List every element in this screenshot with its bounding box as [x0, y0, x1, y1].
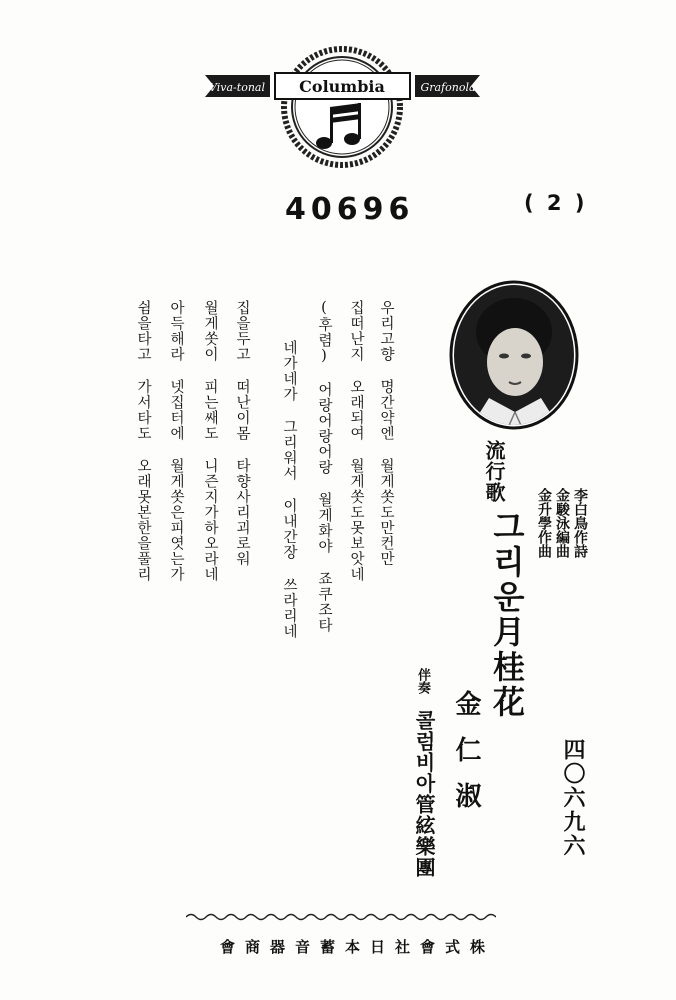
credit-lyricist: 李白鳥作詩: [572, 488, 588, 558]
logo-right-text: Grafonola: [420, 81, 476, 94]
company-name: [220, 936, 495, 957]
logo-left-text: Viva-tonal: [209, 81, 265, 94]
singer-portrait: [449, 280, 579, 430]
lyric-line: 아득해라 넷집터에 월게쏫은피엿는가: [168, 300, 184, 582]
lyric-line: 우리고향 명간약엔 월게쏫도만컨만: [378, 300, 394, 567]
genre-label: 流行歌: [482, 440, 506, 503]
accompaniment-orchestra: 콜럼비아管絃樂團: [412, 710, 436, 878]
catalog-number-vertical: 四〇六九六: [560, 738, 586, 858]
logo-brand-text: Columbia: [299, 77, 385, 96]
wavy-divider: [186, 910, 496, 924]
lyric-line: 집떠난지 오래되여 월게쏫도못보앗네: [348, 300, 364, 582]
accompaniment-label: 伴奏: [415, 668, 430, 694]
side-number: ( 2 ): [524, 191, 588, 215]
lyric-line: (후렴) 어랑어랑어랑 월게화야 죠쿠조타: [316, 300, 332, 633]
song-title: 그리운月桂花: [488, 510, 526, 720]
credit-composer: 金升學作曲: [536, 488, 552, 558]
lyric-line: 월게쏫이 피는쌔도 니즌지가하오라네: [202, 300, 218, 582]
company-name-text: 株式會社日本蓄音器商會: [220, 938, 496, 956]
singer-name: 金仁淑: [451, 690, 481, 828]
credit-arranger: 金駿泳編曲: [554, 488, 570, 558]
catalog-number: 40696: [285, 192, 415, 227]
lyric-line: 쉼을타고 가서타도 오래못본한을풀리: [135, 300, 151, 582]
lyric-line: 네가네가 그리워서 이내간장 쓰라리네: [281, 340, 297, 639]
columbia-logo: [200, 45, 485, 175]
lyric-line: 집을두고 떠난이몸 타향사리괴로워: [234, 300, 250, 567]
